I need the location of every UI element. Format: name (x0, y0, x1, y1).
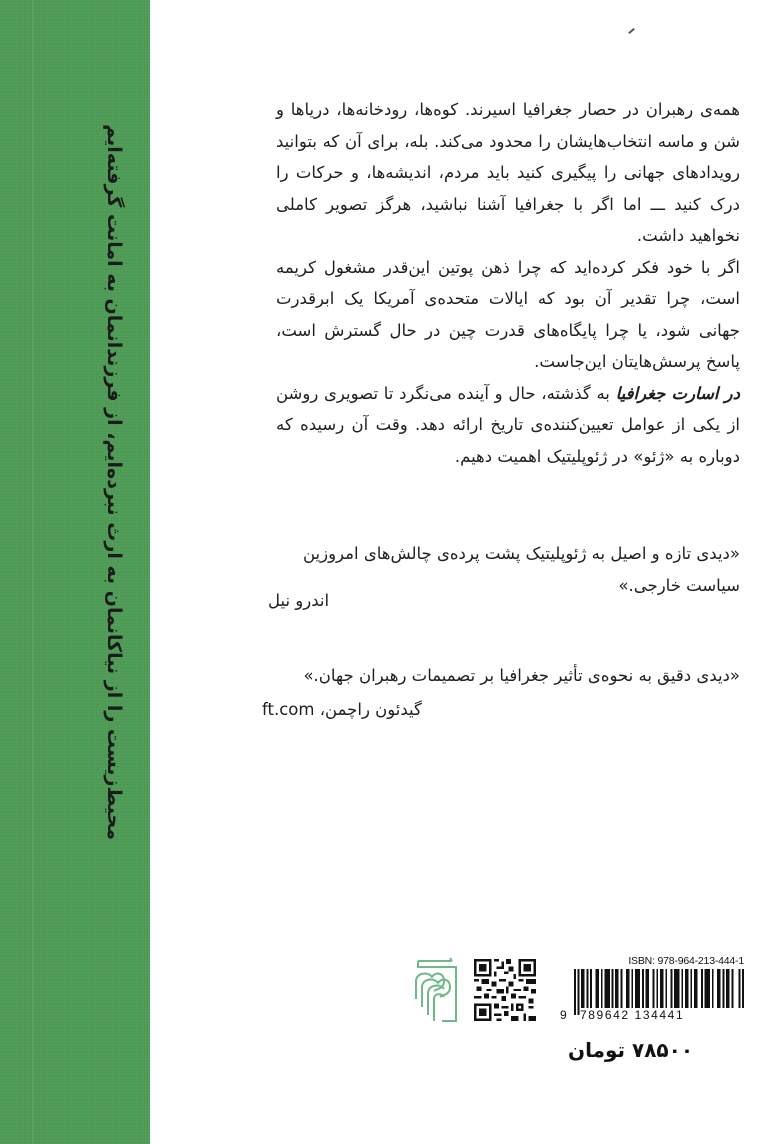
blurb-paragraph-3 (276, 378, 740, 473)
blurb-paragraph-1: همه‌ی رهبران در حصار جغرافیا اسیرند. کوه‌ها، رودخانه‌ها، دریاها و شن و ماسه انتخاب‌هایشان را محدود می‌کند. بله، برای آن که بتوانید رویدادهای جهانی را پیگیری کنید باید مردم، اندیشه‌ها، و حرکات را درک کنید ـــ اما اگر با جغرافیا آشنا نباشید، هرگز تصویر کاملی نخواهید داشت. (276, 100, 740, 245)
blurb-paragraph-3-text: به گذشته، حال و آینده می‌نگرد تا تصویری روشن از یکی از عوامل تعیین‌کننده‌ی تاریخ ارائه دهد. وقت آن رسیده که دوباره به «ژئو» در ژئوپلیتیک اهمیت دهیم. (276, 383, 740, 466)
endorsement-author-2: گیدئون راچمن، ft.com (262, 700, 422, 719)
spine-quote: محیط‌زیست را از نیاکانمان به ارث نبرده‌ایم، از فرزندانمان به امانت گرفته‌ایم (103, 124, 125, 840)
endorsement-text: «دیدی دقیق به نحوه‌ی تأثیر جغرافیا بر تصمیمات رهبران جهان.» (303, 666, 740, 685)
qr-code-icon (474, 959, 536, 1021)
endorsement-text: «دیدی تازه و اصیل به ژئوپلیتیک پشت پرده‌ی چالش‌های امروزین سیاست خارجی.» (302, 544, 740, 595)
price-label: ۷۸۵۰۰ تومان (568, 1038, 694, 1062)
publisher-logo-icon (412, 955, 462, 1025)
book-title-inline: در اسارت جغرافیا (615, 383, 740, 403)
isbn-barcode (560, 955, 744, 1027)
barcode-digits: 789642 134441 (580, 1008, 744, 1022)
endorsement-quote-2 (276, 660, 740, 692)
blurb (276, 94, 740, 472)
endorsement-author-1: اندرو نیل (268, 591, 330, 610)
book-spine (0, 0, 150, 1144)
spine-fold-line (31, 0, 35, 1144)
scan-mark (628, 28, 635, 34)
barcode-lead-digit: 9 (560, 1008, 567, 1022)
isbn-label: ISBN: 978-964-213-444-1 (628, 955, 744, 967)
blurb-paragraph-2: اگر با خود فکر کرده‌اید که چرا ذهن پوتین این‌قدر مشغول کریمه است، چرا تقدیر آن بود که ایالات متحده‌ی آمریکا یک ابرقدرت جهانی شود، یا چرا پایگاه‌های قدرت چین در حال گسترش است، پاسخ پرسش‌هایتان این‌جاست. (276, 257, 740, 371)
back-cover-footer (412, 955, 742, 1025)
